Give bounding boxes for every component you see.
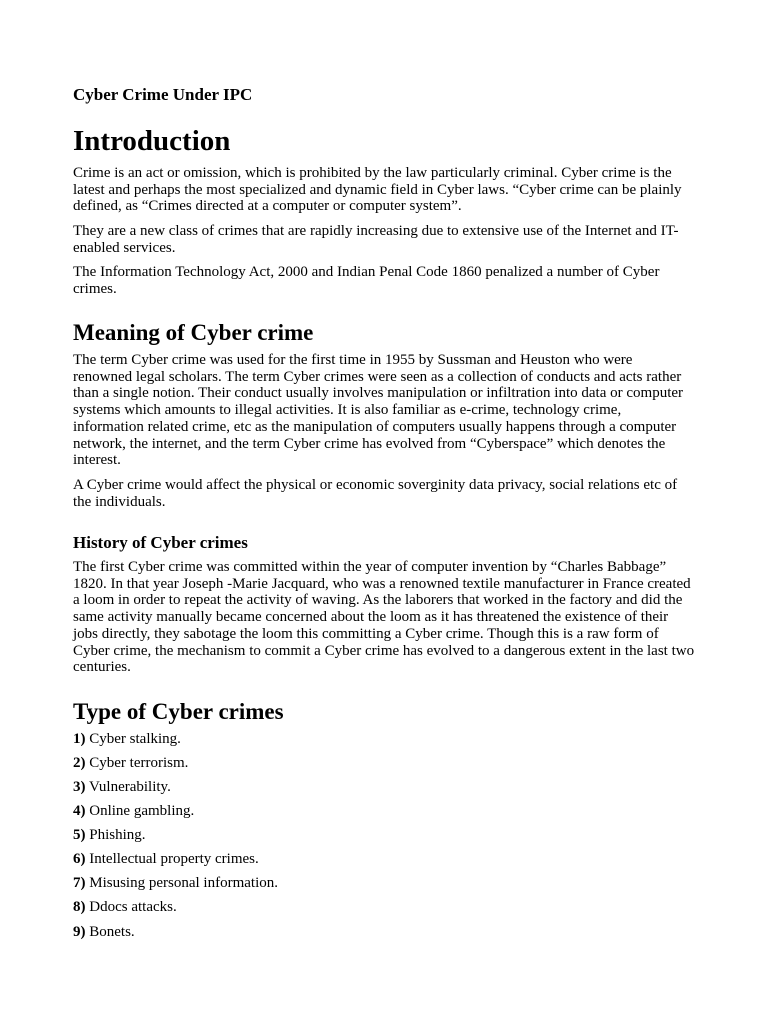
list-item-number: 3)	[73, 779, 86, 795]
list-item-text: Vulnerability.	[85, 779, 171, 795]
meaning-paragraph-2: A Cyber crime would affect the physical or economic soverginity data privacy, social relations etc of the individuals.	[73, 477, 678, 510]
list-item	[73, 803, 194, 820]
list-item-number: 9)	[73, 924, 86, 940]
list-item	[73, 755, 188, 772]
list-item-number: 4)	[73, 803, 86, 819]
history-paragraph-1: The first Cyber crime was committed within the year of computer invention by “Charles Babbage” 1820. In that year Joseph -Marie Jacquard, who was a renowned textile manufacturer in France created a loom in order to repeat the activity of waving. As the laborers that worked in the factory and did the same activity manually became concerned about the loom as it has threatened the existence of their jobs directly, they sabotage the loom this committing a Cyber crime. Though this is a raw form of Cyber crime, the mechanism to commit a Cyber crime has evolved to a dangerous extent in the last two centuries.	[73, 559, 695, 676]
list-item-text: Ddocs attacks.	[85, 899, 177, 915]
list-item-text: Intellectual property crimes.	[85, 851, 259, 867]
list-item	[73, 851, 259, 868]
list-item	[73, 827, 146, 844]
heading-history: History of Cyber crimes	[73, 533, 248, 552]
list-item-number: 2)	[73, 755, 86, 771]
list-item	[73, 924, 135, 941]
list-item-text: Online gambling.	[85, 803, 195, 819]
list-item-text: Cyber stalking.	[85, 731, 181, 747]
document-title: Cyber Crime Under IPC	[73, 85, 253, 104]
heading-meaning: Meaning of Cyber crime	[73, 320, 314, 345]
list-item	[73, 731, 181, 748]
list-item-number: 7)	[73, 875, 86, 891]
intro-paragraph-3: The Information Technology Act, 2000 and Indian Penal Code 1860 penalized a number of Cyber crimes.	[73, 264, 660, 297]
heading-introduction: Introduction	[73, 125, 231, 157]
meaning-paragraph-1: The term Cyber crime was used for the first time in 1955 by Sussman and Heuston who were renowned legal scholars. The term Cyber crimes were seen as a collection of conducts and acts rather than a single notion. Their conduct usually involves manipulation or infiltration into data or computer systems which amounts to illegal activities. It is also familiar as e-crime, technology crime, information related crime, etc as the manipulation of computers usually happens through a computer network, the internet, and the term Cyber crime has evolved from “Cyberspace” which denotes the interest.	[73, 352, 684, 469]
list-item-number: 8)	[73, 899, 86, 915]
list-item-text: Bonets.	[85, 924, 135, 940]
intro-paragraph-2: They are a new class of crimes that are rapidly increasing due to extensive use of the Internet and IT-enabled services.	[73, 223, 679, 256]
list-item-text: Misusing personal information.	[85, 875, 278, 891]
list-item-text: Cyber terrorism.	[85, 755, 189, 771]
list-item-text: Phishing.	[85, 827, 146, 843]
list-item	[73, 779, 171, 796]
list-item	[73, 875, 278, 892]
heading-types: Type of Cyber crimes	[73, 699, 284, 724]
list-item-number: 6)	[73, 851, 86, 867]
list-item	[73, 899, 177, 916]
list-item-number: 5)	[73, 827, 86, 843]
list-item-number: 1)	[73, 731, 86, 747]
intro-paragraph-1: Crime is an act or omission, which is prohibited by the law particularly criminal. Cyber crime is the latest and perhaps the most specialized and dynamic field in Cyber laws. “Cyber crime can be plainly defined, as “Crimes directed at a computer or computer system”.	[73, 165, 682, 215]
